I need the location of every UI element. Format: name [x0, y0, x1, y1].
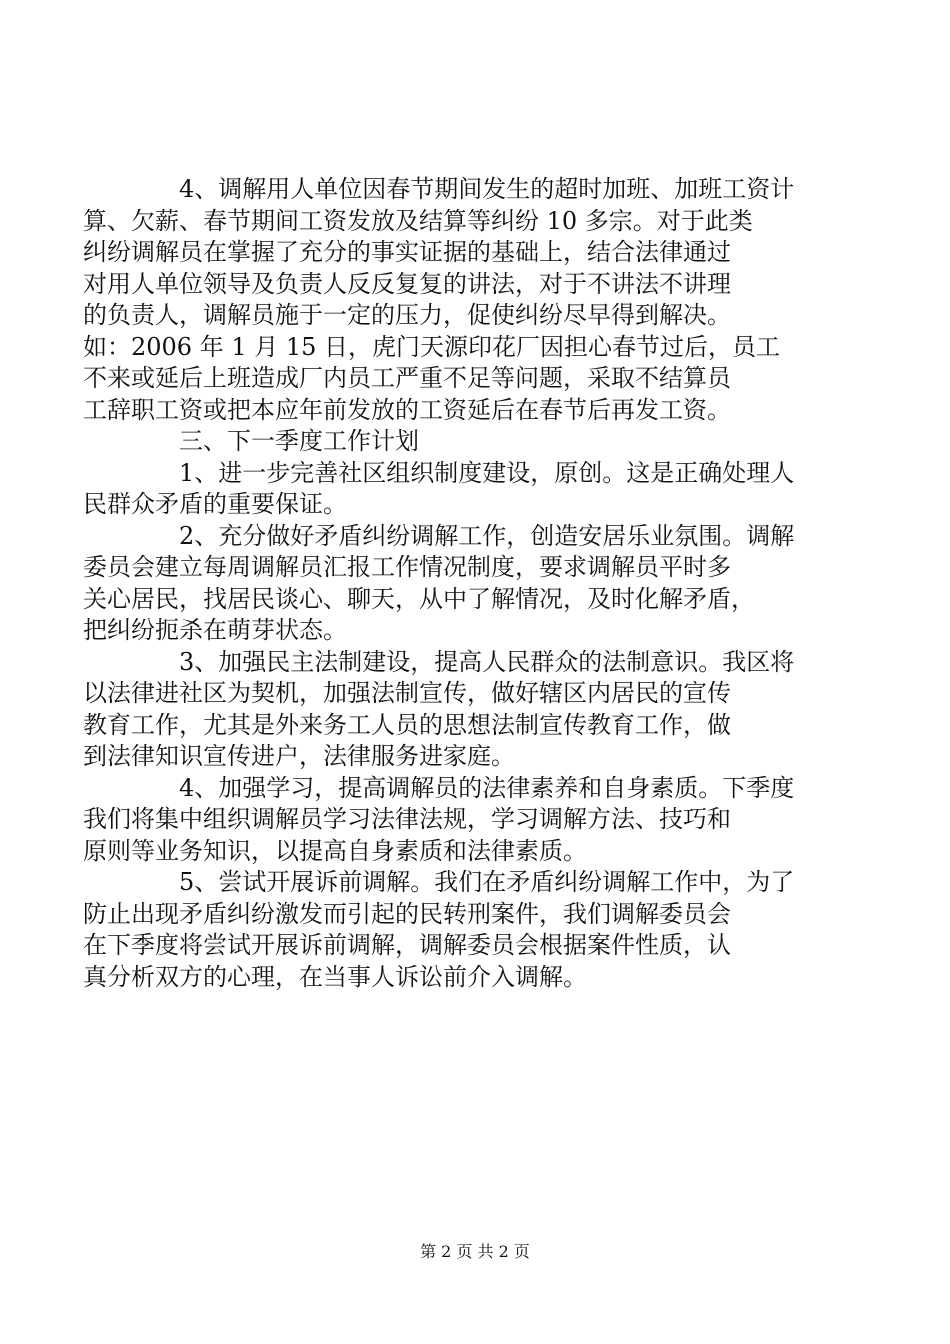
text-line: 纠纷调解员在掌握了充分的事实证据的基础上，结合法律通过 [83, 238, 731, 266]
text-line: 4、加强学习，提高调解员的法律素养和自身素质。下季度 [179, 773, 795, 802]
text-line: 三、下一季度工作计划 [179, 427, 419, 455]
text-line: 3、加强民主法制建设，提高人民群众的法制意识。我区将 [179, 647, 795, 676]
text-line: 1、进一步完善社区组织制度建设，原创。这是正确处理人 [179, 458, 795, 487]
paragraph [131, 426, 831, 458]
text-line: 防止出现矛盾纠纷激发而引起的民转刑案件，我们调解委员会 [83, 899, 731, 928]
text-line: 算、欠薪、春节期间工资发放及结算等纠纷 10 多宗。对于此类 [83, 206, 753, 235]
paragraph [83, 521, 831, 647]
text-line: 到法律知识宣传进户，法律服务进家庭。 [83, 742, 515, 770]
paragraph [83, 773, 831, 868]
paragraph [83, 647, 831, 773]
text-line: 关心居民，找居民谈心、聊天，从中了解情况，及时化解矛盾， [83, 584, 755, 613]
text-line: 不来或延后上班造成厂内员工严重不足等问题，采取不结算员 [83, 364, 731, 392]
text-line: 2、充分做好矛盾纠纷调解工作，创造安居乐业氛围。调解 [179, 521, 795, 550]
text-line: 如：2006 年 1 月 15 日，虎门天源印花厂因担心春节过后，员工 [83, 332, 781, 361]
page-footer: 第 2 页 共 2 页 [420, 1242, 530, 1261]
text-line: 以法律进社区为契机，加强法制宣传，做好辖区内居民的宣传 [83, 679, 731, 707]
paragraph [83, 174, 831, 426]
text-line: 委员会建立每周调解员汇报工作情况制度，要求调解员平时多 [83, 553, 731, 581]
text-line: 对用人单位领导及负责人反反复复的讲法，对于不讲法不讲理 [83, 269, 731, 298]
text-line: 教育工作，尤其是外来务工人员的思想法制宣传教育工作，做 [83, 710, 731, 739]
text-line: 真分析双方的心理，在当事人诉讼前介入调解。 [83, 962, 587, 991]
text-line: 我们将集中组织调解员学习法律法规，学习调解方法、技巧和 [83, 805, 731, 833]
text-line: 4、调解用人单位因春节期间发生的超时加班、加班工资计 [179, 175, 795, 203]
text-line: 在下季度将尝试开展诉前调解，调解委员会根据案件性质，认 [83, 931, 731, 959]
text-line: 工辞职工资或把本应年前发放的工资延后在春节后再发工资。 [83, 395, 731, 424]
text-line: 原则等业务知识，以提高自身素质和法律素质。 [83, 836, 587, 865]
text-line: 民群众矛盾的重要保证。 [83, 490, 347, 518]
text-line: 5、尝试开展诉前调解。我们在矛盾纠纷调解工作中，为了 [179, 868, 795, 896]
text-line: 的负责人，调解员施于一定的压力，促使纠纷尽早得到解决。 [83, 301, 731, 329]
text-line: 把纠纷扼杀在萌芽状态。 [83, 616, 347, 644]
document-body [83, 174, 831, 993]
paragraph [83, 458, 831, 521]
paragraph [83, 867, 831, 993]
